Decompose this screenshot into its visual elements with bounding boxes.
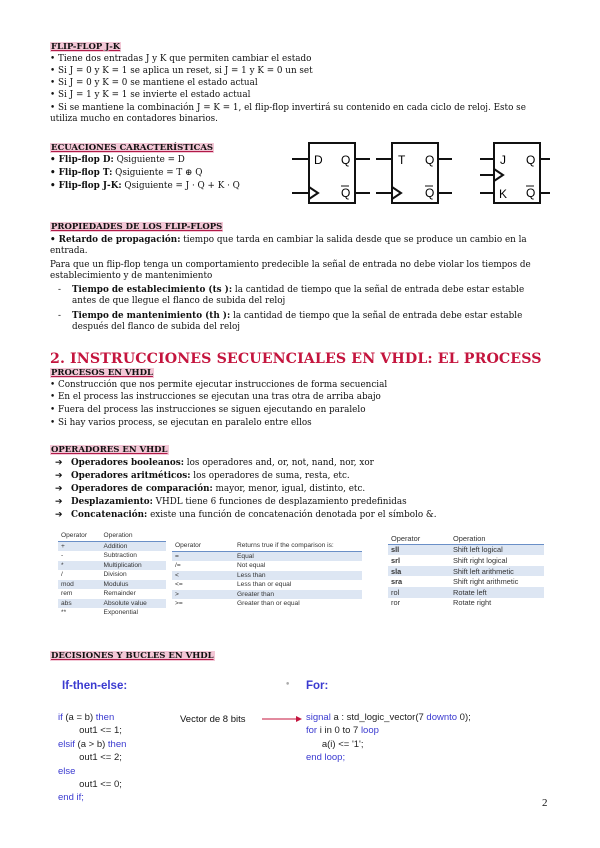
table-row bbox=[58, 561, 166, 571]
ts-text: la cantidad de tiempo que la señal de entrada debe estar estable antes de que llegue el flanco de subida del reloj bbox=[72, 285, 525, 306]
for-title: For: bbox=[306, 680, 329, 692]
flipflop-jk-heading: FLIP-FLOP J-K bbox=[51, 42, 121, 52]
if-code-block bbox=[58, 711, 126, 805]
eq-d bbox=[50, 155, 185, 166]
vector-arrow-icon bbox=[262, 713, 302, 725]
code-token: end if; bbox=[58, 792, 84, 804]
table-row bbox=[172, 590, 362, 600]
op-concatenacion-label: Concatenación: bbox=[71, 510, 148, 520]
table-row bbox=[388, 566, 544, 577]
eq-t-text: Qsiguiente = T ⊕ Q bbox=[112, 168, 203, 178]
cell: Remainder bbox=[103, 590, 136, 598]
op-aritmeticos-text: los operadores de suma, resta, etc. bbox=[190, 471, 350, 481]
t-q-label: Q bbox=[425, 153, 435, 167]
op-desplazamiento-text: VHDL tiene 6 funciones de desplazamiento predefinidas bbox=[152, 497, 407, 507]
table-row bbox=[388, 598, 544, 609]
th-label: Tiempo de mantenimiento (th ): bbox=[72, 311, 231, 321]
cell: Multiplication bbox=[103, 561, 142, 569]
cell: + bbox=[61, 542, 65, 550]
code-token: out1 <= 1; bbox=[79, 725, 122, 737]
op-aritmeticos-label: Operadores aritméticos: bbox=[71, 471, 191, 481]
op-item-concatenacion: ➔ Concatenación: existe una función de concatenación denotada por el símbolo &. bbox=[55, 510, 437, 520]
jk-line-1: • Tiene dos entradas J y K que permiten cambiar el estado bbox=[50, 54, 312, 64]
jk-j-label: J bbox=[500, 153, 506, 167]
code-token: end loop; bbox=[306, 752, 346, 764]
jk-line-3: • Si J = 0 y K = 0 se mantiene el estado actual bbox=[50, 78, 258, 88]
para-paragraph: Para que un flip-flop tenga un comportamiento predecible la señal de entrada no debe violar los tiempos de establecimiento y de mantenimiento bbox=[50, 260, 531, 281]
code-token: if bbox=[58, 712, 63, 723]
op-item-aritmeticos: ➔ Operadores aritméticos: los operadores de suma, resta, etc. bbox=[55, 471, 350, 481]
cell: sll bbox=[391, 545, 400, 555]
cell: sla bbox=[391, 566, 402, 576]
table-row bbox=[58, 570, 166, 580]
cell: mod bbox=[61, 580, 74, 588]
eq-jk-text: Qsiguiente = J · Q + K · Q bbox=[121, 181, 240, 191]
table-row bbox=[388, 544, 544, 555]
code-token: (a > b) bbox=[74, 738, 108, 750]
table-row bbox=[172, 599, 362, 609]
cell: <= bbox=[175, 581, 183, 589]
table-row bbox=[58, 599, 166, 609]
eq-t-label: • Flip-flop T: bbox=[50, 168, 113, 178]
table-row bbox=[58, 580, 166, 590]
cell: rem bbox=[61, 590, 73, 598]
table-row bbox=[172, 551, 362, 561]
flipflop-diagrams bbox=[280, 138, 550, 208]
jk-k-label: K bbox=[499, 187, 508, 201]
table-row bbox=[388, 555, 544, 566]
cell: srl bbox=[391, 555, 401, 565]
procesos-line-2: • En el process las instrucciones se ejecutan una tras otra de arriba abajo bbox=[50, 392, 381, 402]
jk-line-4: • Si J = 1 y K = 1 se invierte el estado actual bbox=[50, 90, 251, 100]
code-token: a : std_logic_vector(7 bbox=[330, 712, 427, 723]
shift-header-operation: Operation bbox=[453, 533, 486, 543]
jk-qbar-label: Q bbox=[526, 186, 536, 200]
table-row bbox=[58, 541, 166, 551]
ts-item: - Tiempo de establecimiento (ts ): la cantidad de tiempo que la señal de entrada debe estar estable antes de que llegue el flanco de subida del reloj bbox=[58, 285, 525, 306]
code-token: for bbox=[306, 725, 318, 737]
cell: * bbox=[61, 561, 64, 569]
eq-t bbox=[50, 168, 202, 179]
code-token: (a = b) bbox=[62, 712, 96, 723]
op-item-comparacion: ➔ Operadores de comparación: mayor, menor, igual, distinto, etc. bbox=[55, 484, 366, 494]
vector-label: Vector de 8 bits bbox=[180, 714, 246, 725]
code-token: signal bbox=[306, 712, 331, 723]
jk-flipflop-diagram bbox=[480, 143, 550, 203]
jk-q-label: Q bbox=[526, 153, 536, 167]
code-token: else bbox=[58, 765, 76, 777]
arith-header-operation: Operation bbox=[103, 532, 133, 540]
shift-header-operator: Operator bbox=[391, 533, 421, 543]
cell: ** bbox=[61, 609, 67, 617]
comparison-operators-table bbox=[172, 541, 362, 609]
jk-line-5: • Si se mantiene la combinación J = K = 1, el flip-flop invertirá su contenido en cada ciclo de reloj. Esto se utiliza mucho en contadores binarios. bbox=[50, 103, 526, 124]
cell: Addition bbox=[103, 542, 128, 550]
table-row bbox=[172, 561, 362, 571]
procesos-line-3: • Fuera del process las instrucciones se siguen ejecutando en paralelo bbox=[50, 405, 366, 415]
arith-header-operator: Operator bbox=[61, 532, 88, 540]
table-row bbox=[172, 580, 362, 590]
code-token: out1 <= 2; bbox=[79, 752, 122, 764]
cell: Greater than bbox=[237, 590, 275, 598]
procesos-heading: PROCESOS EN VHDL bbox=[51, 368, 153, 378]
table-row bbox=[172, 571, 362, 581]
eq-jk-label: • Flip-flop J-K: bbox=[50, 181, 122, 191]
table-row bbox=[58, 589, 166, 599]
code-token: out1 <= 0; bbox=[79, 779, 122, 791]
cell: Rotate left bbox=[453, 587, 487, 597]
d-flipflop-diagram bbox=[292, 143, 370, 203]
table-row bbox=[58, 608, 166, 618]
op-item-booleanos: ➔ Operadores booleanos: los operadores and, or, not, nand, nor, xor bbox=[55, 458, 374, 468]
op-comparacion-text: mayor, menor, igual, distinto, etc. bbox=[212, 484, 366, 494]
cell: Less than or equal bbox=[237, 581, 292, 589]
op-item-desplazamiento: ➔ Desplazamiento: VHDL tiene 6 funciones de desplazamiento predefinidas bbox=[55, 497, 407, 507]
th-item: - Tiempo de mantenimiento (th ): la cantidad de tiempo que la señal de entrada debe estar estable después del flanco de subida del reloj bbox=[58, 311, 523, 332]
retardo-paragraph bbox=[50, 235, 542, 257]
section-2-title: 2. INSTRUCCIONES SECUENCIALES EN VHDL: EL PROCESS bbox=[50, 351, 542, 367]
shift-operators-table bbox=[388, 533, 544, 608]
op-booleanos-label: Operadores booleanos: bbox=[71, 458, 184, 468]
table-row bbox=[388, 576, 544, 587]
ecuaciones-heading: ECUACIONES CARACTERÍSTICAS bbox=[51, 143, 214, 153]
procesos-line-4: • Si hay varios process, se ejecutan en paralelo entre ellos bbox=[50, 418, 312, 428]
op-concatenacion-text: existe una función de concatenación denotada por el símbolo &. bbox=[147, 510, 437, 520]
op-booleanos-text: los operadores and, or, not, nand, nor, xor bbox=[184, 458, 374, 468]
cell: Division bbox=[103, 571, 127, 579]
for-code-block bbox=[306, 711, 471, 765]
code-token: 0); bbox=[457, 712, 471, 723]
cell: Shift right arithmetic bbox=[453, 577, 519, 587]
cell: = bbox=[175, 552, 179, 560]
for-bullet: • bbox=[285, 680, 291, 690]
cell: /= bbox=[175, 562, 181, 570]
table-row bbox=[58, 551, 166, 561]
op-desplazamiento-label: Desplazamiento: bbox=[71, 497, 153, 507]
cell: Equal bbox=[237, 552, 254, 560]
table-row bbox=[388, 587, 544, 598]
cell: Not equal bbox=[237, 562, 266, 570]
cell: >= bbox=[175, 600, 183, 608]
t-qbar-label: Q bbox=[425, 186, 435, 200]
cell: Subtraction bbox=[103, 552, 137, 560]
retardo-text: tiempo que tarda en cambiar la salida desde que se produce un cambio en la entrada. bbox=[50, 235, 527, 256]
propiedades-heading: PROPIEDADES DE LOS FLIP-FLOPS bbox=[51, 222, 223, 232]
cell: Exponential bbox=[103, 609, 139, 617]
th-text: la cantidad de tiempo que la señal de entrada debe estar estable después del flanco de subida del reloj bbox=[72, 311, 523, 332]
d-in-label: D bbox=[314, 153, 323, 167]
cell: Greater than or equal bbox=[237, 600, 300, 608]
cell: Shift left logical bbox=[453, 545, 503, 555]
cell: / bbox=[61, 571, 63, 579]
cell: Shift left arithmetic bbox=[453, 566, 514, 576]
jk-line-2: • Si J = 0 y K = 1 se aplica un reset, si J = 1 y K = 0 un set bbox=[50, 66, 313, 76]
cell: Modulus bbox=[103, 580, 129, 588]
if-then-else-title: If-then-else: bbox=[62, 680, 128, 692]
eq-jk bbox=[50, 181, 240, 192]
code-token: elsif bbox=[58, 738, 75, 750]
cell: Shift right logical bbox=[453, 555, 508, 565]
cell: Absolute value bbox=[103, 599, 147, 607]
comp-header-returns: Returns true if the comparison is: bbox=[237, 542, 334, 550]
t-flipflop-diagram bbox=[376, 143, 452, 203]
eq-d-label: • Flip-flop D: bbox=[50, 155, 114, 165]
page-number: 2 bbox=[542, 797, 548, 809]
operadores-heading: OPERADORES EN VHDL bbox=[51, 445, 168, 455]
cell: Rotate right bbox=[453, 598, 492, 608]
code-token: downto bbox=[426, 712, 458, 723]
op-comparacion-label: Operadores de comparación: bbox=[71, 484, 213, 494]
code-token: loop bbox=[360, 725, 379, 737]
comp-header-operator: Operator bbox=[175, 542, 202, 550]
t-in-label: T bbox=[398, 153, 406, 167]
cell: ror bbox=[391, 598, 401, 608]
code-token: i in 0 to 7 bbox=[317, 725, 361, 737]
cell: - bbox=[61, 552, 64, 560]
eq-d-text: Qsiguiente = D bbox=[113, 155, 185, 165]
ts-label: Tiempo de establecimiento (ts ): bbox=[72, 285, 233, 295]
code-token: then bbox=[95, 712, 115, 723]
arith-operators-table bbox=[58, 531, 166, 618]
cell: abs bbox=[61, 599, 72, 607]
retardo-label: • Retardo de propagación: bbox=[50, 235, 181, 245]
d-q-label: Q bbox=[341, 153, 351, 167]
cell: Less than bbox=[237, 571, 266, 579]
code-token: a(i) <= '1'; bbox=[321, 738, 364, 750]
procesos-line-1: • Construcción que nos permite ejecutar instrucciones de forma secuencial bbox=[50, 380, 388, 390]
cell: < bbox=[175, 571, 179, 579]
code-token: then bbox=[107, 738, 127, 750]
cell: sra bbox=[391, 577, 403, 587]
cell: rol bbox=[391, 587, 400, 597]
cell: > bbox=[175, 590, 179, 598]
d-qbar-label: Q bbox=[341, 186, 351, 200]
decisiones-heading: DECISIONES Y BUCLES EN VHDL bbox=[51, 651, 214, 661]
